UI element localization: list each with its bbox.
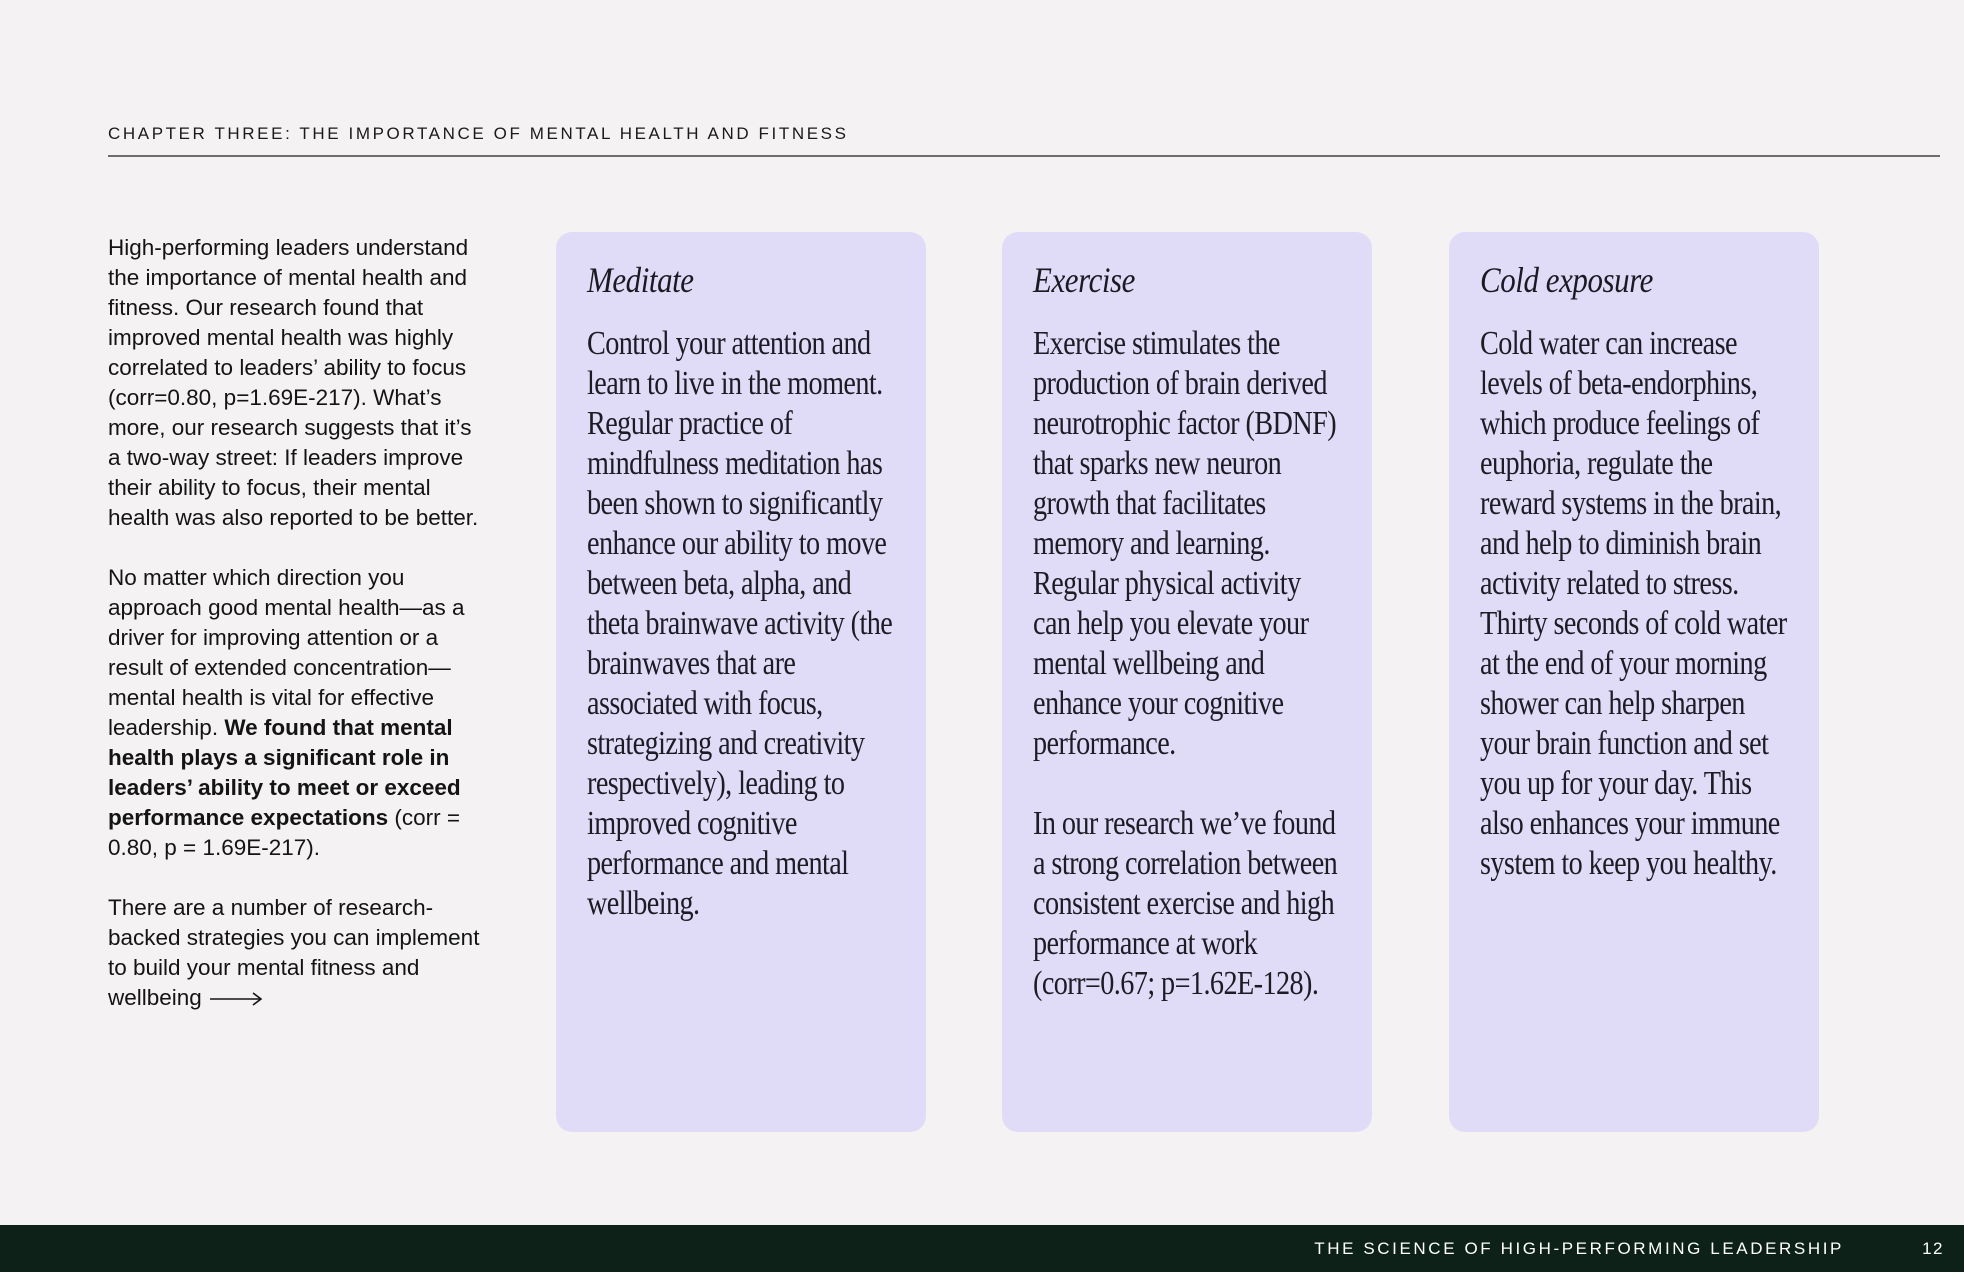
card-meditate <box>556 232 926 1132</box>
long-right-arrow-icon <box>208 991 264 1007</box>
intro-paragraph-3 <box>108 893 488 1013</box>
card-body <box>587 324 894 924</box>
card-body <box>1480 324 1787 884</box>
page-number: 12 <box>1922 1239 1944 1258</box>
intro-paragraph-2-end: (corr = 0.80, p = 1.69E-217). <box>108 805 460 860</box>
footer-title: THE SCIENCE OF HIGH-PERFORMING LEADERSHIP <box>1314 1239 1844 1258</box>
card-paragraph: Exercise stimulates the production of brain derived neurotrophic factor (BDNF) that sparks new neuron growth that facilitates memory and learning. Regular physical activity can help you elevate your mental wellbeing and enhance your cognitive performance. <box>1033 325 1337 762</box>
intro-paragraph-1: High-performing leaders understand the importance of mental health and fitness. Our research found that improved mental health was highly correlated to leaders’ ability to focus (corr=0.80, p=1.69E-217). What’s more, our research suggests that it’s a two-way street: If leaders improve their ability to focus, their mental health was also reported to be better. <box>108 235 479 530</box>
card-paragraph: Control your attention and learn to live in the moment. Regular practice of mindfulness meditation has been shown to significantly enhance our ability to move between beta, alpha, and theta brainwave activity (the brainwaves that are associated with focus, strategizing and creativity respectively), leading to improved cognitive performance and mental wellbeing. <box>587 325 893 922</box>
chapter-title: CHAPTER THREE: THE IMPORTANCE OF MENTAL HEALTH AND FITNESS <box>108 124 849 143</box>
card-paragraph: In our research we’ve found a strong correlation between consistent exercise and high performance at work (corr=0.67; p=1.62E-128). <box>1033 805 1338 1002</box>
intro-paragraph-2 <box>108 563 488 863</box>
card-cold-exposure <box>1449 232 1819 1132</box>
card-exercise <box>1002 232 1372 1132</box>
card-paragraph: Cold water can increase levels of beta-endorphins, which produce feelings of euphoria, regulate the reward systems in the brain, and help to diminish brain activity related to stress. Thirty seconds of cold water at the end of your morning shower can help sharpen your brain function and set you up for your day. This also enhances your immune system to keep you healthy. <box>1480 325 1787 882</box>
intro-paragraph-2-start: No matter which direction you approach good mental health—as a driver for improving attention or a result of extended concentration—mental health is vital for effective leadership. <box>108 565 465 740</box>
header-divider <box>108 155 1940 157</box>
card-title: Cold exposure <box>1480 260 1653 300</box>
intro-text <box>108 233 488 1013</box>
intro-paragraph-3-text: There are a number of research-backed strategies you can implement to build your mental fitness and wellbeing <box>108 895 480 1010</box>
card-body <box>1033 324 1340 1004</box>
card-title: Exercise <box>1033 260 1135 300</box>
card-title: Meditate <box>587 260 694 300</box>
page-footer <box>0 1225 1964 1272</box>
intro-paragraph-2-emphasis: We found that mental health plays a significant role in leaders’ ability to meet or exceed performance expectations <box>108 715 461 830</box>
